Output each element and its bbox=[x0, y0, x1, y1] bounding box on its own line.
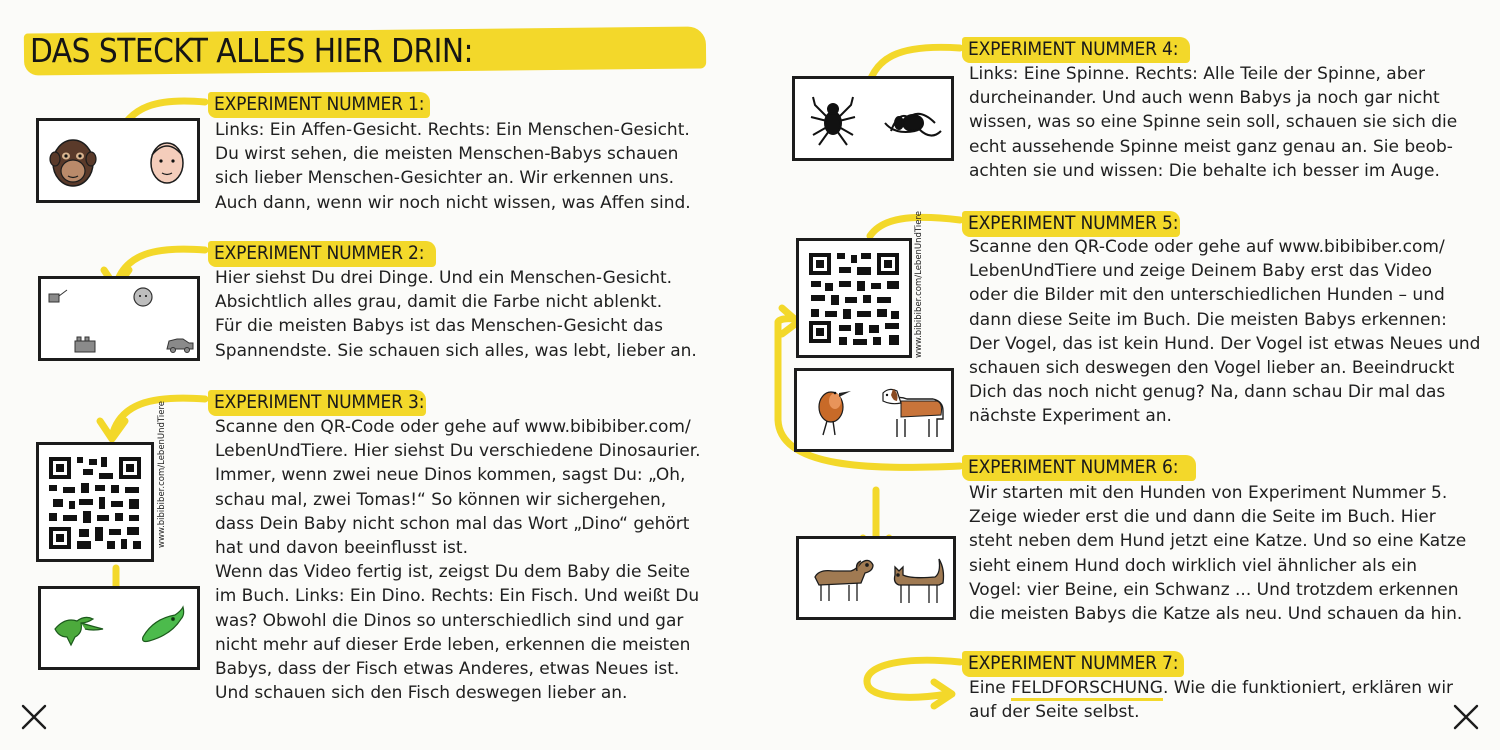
exp6-line: sieht einem Hund doch wirklich viel ähnlicher als ein bbox=[969, 555, 1418, 576]
exp6-line: Wir starten mit den Hunden von Experiment Nummer 5. bbox=[969, 483, 1448, 503]
exp5-qr-caption: www.bibibiber.com/LebenUndTiere bbox=[914, 211, 924, 358]
exp4-line: Links: Eine Spinne. Rechts: Alle Teile der Spinne, aber bbox=[969, 64, 1425, 84]
exp6-line: Vogel: vier Beine, ein Schwanz ... Und trotzdem erkennen bbox=[969, 579, 1459, 600]
exp3-qr-caption: www.bibibiber.com/LebenUndTiere bbox=[157, 401, 167, 548]
human-face-icon bbox=[151, 143, 183, 183]
exp3-line: hat und davon beeinflusst ist. bbox=[215, 538, 468, 559]
beagle-dog-icon bbox=[883, 389, 943, 437]
lego-brick-icon bbox=[75, 337, 95, 352]
exp4-line: wissen, was so eine Spinne sein soll, schauen sie sich die bbox=[969, 112, 1458, 133]
exp2-line: Spannendste. Sie schauen sich alles, was lebt, lieber an. bbox=[215, 340, 697, 361]
exp5-line: Scanne den QR-Code oder gehe auf www.bibibiber.com/ bbox=[969, 237, 1445, 257]
exp5-image-frame bbox=[794, 368, 954, 452]
dog-icon bbox=[815, 560, 873, 601]
qr-code-icon bbox=[39, 445, 151, 559]
exp2-heading: EXPERIMENT NUMMER 2: bbox=[214, 242, 425, 264]
exp3-line: Immer, wenn zwei neue Dinos kommen, sagst Du: „Oh, bbox=[215, 465, 686, 486]
exp5-line: dann diese Seite im Buch. Die meisten Babys erkennen: bbox=[969, 309, 1447, 330]
exp1-line: Du wirst sehen, die meisten Menschen-Babys schauen bbox=[215, 144, 679, 165]
exp2-line: Für die meisten Babys ist das Menschen-Gesicht das bbox=[215, 316, 663, 337]
exp5-qr-frame bbox=[796, 238, 912, 358]
close-icon[interactable] bbox=[20, 703, 48, 731]
exp6-line: die meisten Babys die Katze als neu. Und schauen da hin. bbox=[969, 604, 1463, 625]
bird-icon bbox=[819, 391, 851, 435]
exp4-heading: EXPERIMENT NUMMER 4: bbox=[968, 38, 1179, 60]
exp6-line: steht neben dem Hund jetzt eine Katze. Und so eine Katze bbox=[969, 531, 1467, 552]
gray-face-icon bbox=[134, 288, 152, 306]
exp3-line: nicht mehr auf dieser Erde leben, erkennen die meisten bbox=[215, 634, 691, 655]
exp3-line: dass Dein Baby nicht schon mal das Wort „Dino“ gehört bbox=[215, 513, 690, 534]
dinosaur-icon bbox=[55, 617, 103, 645]
exp7-text bbox=[969, 676, 1453, 724]
page-title: DAS STECKT ALLES HIER DRIN: bbox=[30, 31, 474, 70]
monkey-face-icon bbox=[50, 140, 96, 186]
exp1-heading: EXPERIMENT NUMMER 1: bbox=[214, 93, 425, 115]
exp2-image-frame bbox=[38, 276, 200, 361]
exp4-text bbox=[969, 62, 1457, 183]
exp3-heading: EXPERIMENT NUMMER 3: bbox=[214, 391, 425, 413]
exp4-line: durcheinander. Und auch wenn Babys ja noch gar nicht bbox=[969, 88, 1440, 109]
exp1-line: Links: Ein Affen-Gesicht. Rechts: Ein Menschen-Gesicht. bbox=[215, 120, 690, 140]
exp5-line: Der Vogel, das ist kein Hund. Der Vogel ist etwas Neues und bbox=[969, 333, 1481, 354]
exp3-line: Wenn das Video fertig ist, zeigst Du dem Baby die Seite bbox=[215, 562, 690, 583]
exp3-image-frame bbox=[38, 586, 200, 670]
exp3-line: Und schauen sich den Fisch deswegen lieber an. bbox=[215, 683, 628, 704]
exp5-heading: EXPERIMENT NUMMER 5: bbox=[968, 212, 1179, 234]
exp6-line: Zeige wieder erst die und dann die Seite im Buch. Hier bbox=[969, 507, 1436, 528]
exp6-image-frame bbox=[796, 536, 956, 620]
exp4-line: echt aussehende Spinne meist ganz genau an. Sie beob- bbox=[969, 136, 1453, 157]
exp5-line: schauen sich deswegen den Vogel lieber an. Beeindruckt bbox=[969, 358, 1455, 379]
qr-code-icon bbox=[799, 241, 909, 355]
exp4-line: achten sie und wissen: Die behalte ich besser im Auge. bbox=[969, 160, 1440, 181]
exp6-text bbox=[969, 481, 1466, 626]
spider-icon bbox=[811, 97, 855, 145]
exp3-line: was? Obwohl die Dinos so unterschiedlich sind und gar bbox=[215, 610, 684, 631]
exp2-line: Absichtlich alles grau, damit die Farbe nicht ablenkt. bbox=[215, 292, 663, 313]
fish-icon bbox=[143, 607, 184, 642]
exp3-line: schau mal, zwei Tomas!“ So können wir sichergehen, bbox=[215, 489, 667, 510]
exp1-line: sich lieber Menschen-Gesichter an. Wir erkennen uns. bbox=[215, 168, 675, 189]
exp3-line: Babys, dass der Fisch etwas Anderes, etwas Neues ist. bbox=[215, 659, 680, 680]
exp5-line: Dich das noch nicht genug? Na, dann schau Dir mal das bbox=[969, 382, 1446, 403]
exp3-line: Scanne den QR-Code oder gehe auf www.bibibiber.com/ bbox=[215, 417, 691, 437]
exp7-heading: EXPERIMENT NUMMER 7: bbox=[968, 652, 1179, 674]
arrow-exp7 bbox=[867, 660, 960, 697]
exp5-line: nächste Experiment an. bbox=[969, 406, 1172, 427]
exp3-line: LebenUndTiere. Hier siehst Du verschiedene Dinosaurier. bbox=[215, 441, 701, 462]
exp7-text-before: Eine bbox=[969, 678, 1012, 698]
exp4-image-frame bbox=[792, 76, 954, 161]
exp7-text-after: . Wie die funktioniert, erklären wir bbox=[1162, 678, 1454, 698]
exp1-line: Auch dann, wenn wir noch nicht wissen, was Affen sind. bbox=[215, 192, 691, 213]
exp1-image-frame bbox=[36, 118, 200, 203]
cat-icon bbox=[895, 559, 944, 603]
feldforschung-link[interactable]: FELDFORSCHUNG bbox=[1011, 678, 1163, 701]
exp3-qr-frame bbox=[36, 442, 154, 562]
exp7-line bbox=[969, 676, 1453, 700]
exp5-text bbox=[969, 235, 1480, 429]
exp2-line: Hier siehst Du drei Dinge. Und ein Menschen-Gesicht. bbox=[215, 268, 673, 288]
scrambled-spider-icon bbox=[885, 114, 941, 136]
exp7-line: auf der Seite selbst. bbox=[969, 702, 1140, 723]
exp5-line: LebenUndTiere und zeige Deinem Baby erst das Video bbox=[969, 261, 1432, 282]
toy-car-icon bbox=[167, 339, 193, 353]
exp6-heading: EXPERIMENT NUMMER 6: bbox=[968, 456, 1179, 478]
exp5-line: oder die Bilder mit den unterschiedlichen Hunden – und bbox=[969, 285, 1445, 306]
exp2-text bbox=[215, 266, 697, 363]
close-icon[interactable] bbox=[1452, 703, 1480, 731]
exp3-text bbox=[215, 415, 701, 705]
watering-can-icon bbox=[49, 290, 67, 302]
exp1-text bbox=[215, 118, 691, 215]
exp3-line: im Buch. Links: Ein Dino. Rechts: Ein Fisch. Und weißt Du bbox=[215, 586, 700, 607]
